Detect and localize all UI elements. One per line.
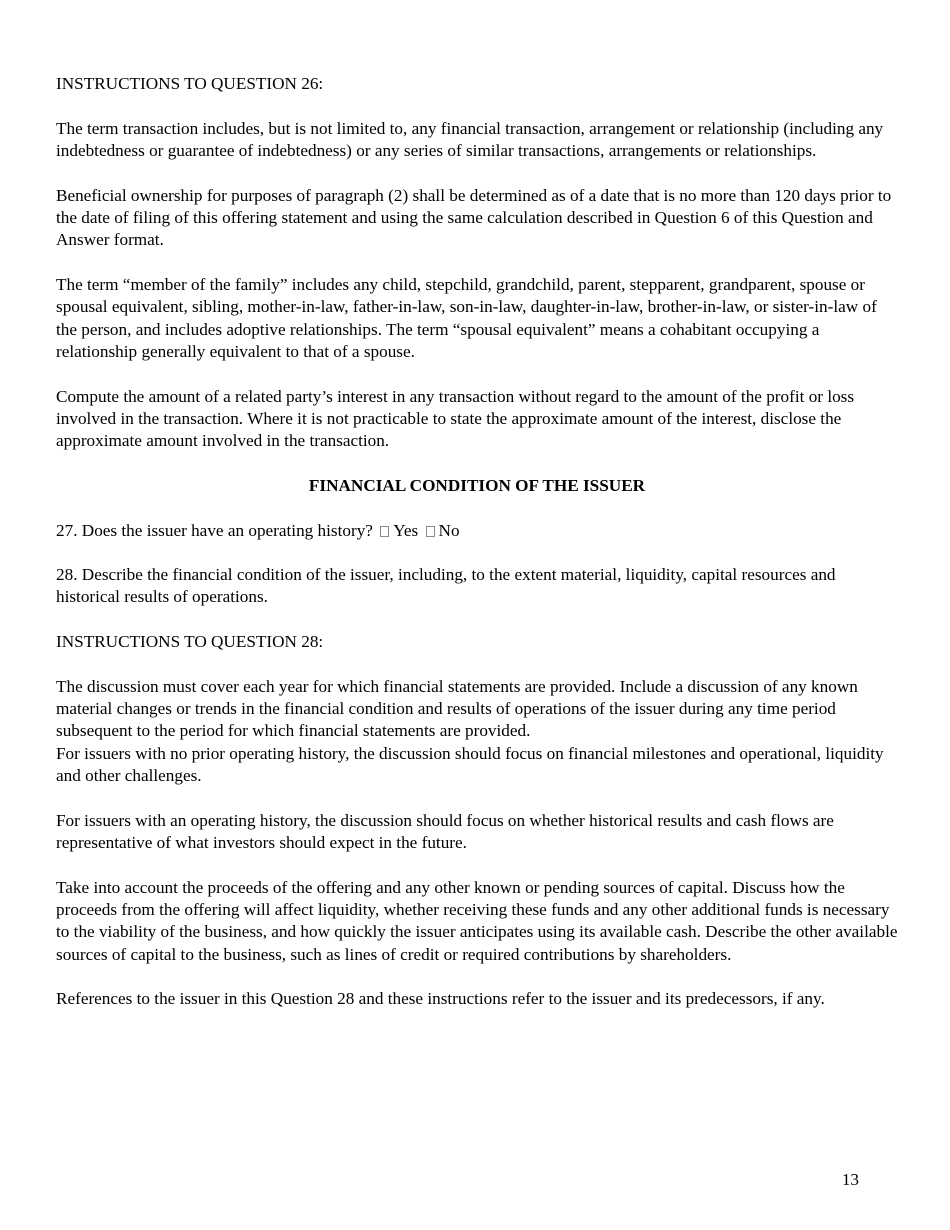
instructions-q28-paragraph-2: For issuers with no prior operating history, the discussion should focus on financial milestones and operational, liquidity and other challenges.	[56, 743, 884, 786]
question-28: 28. Describe the financial condition of the issuer, including, to the extent material, liquidity, capital resources and historical results of operations.	[56, 565, 836, 607]
instructions-q28-paragraph-4: Take into account the proceeds of the offering and any other known or pending sources of capital. Discuss how the proceeds from the offering will affect liquidity, whether receiving these funds and any other additional funds is necessary to the viability of the business, and how quickly the issuer anticipates using its available cash. Describe the other available sources of capital to the business, such as lines of credit or required contributions by shareholders.	[56, 877, 898, 964]
instructions-q28-heading: INSTRUCTIONS TO QUESTION 28:	[56, 632, 324, 652]
instructions-q28-paragraph-5: References to the issuer in this Question 28 and these instructions refer to the issuer and its predecessors, if any.	[56, 989, 825, 1009]
yes-label: Yes	[393, 520, 419, 540]
instructions-q26-paragraph-4: Compute the amount of a related party’s interest in any transaction without regard to the amount of the profit or loss involved in the transaction. Where it is not practicable to state the approximate amount of the interest, disclose the approximate amount involved in the transaction.	[56, 386, 855, 451]
instructions-q26-paragraph-3: The term “member of the family” includes any child, stepchild, grandchild, parent, stepparent, grandparent, spouse or spousal equivalent, sibling, mother-in-law, father-in-law, son-in-law, daughter-in-law, brother-in-law, or sister-in-law of the person, and includes adoptive relationships. The term “spousal equivalent” means a cohabitant occupying a relationship generally equivalent to that of a spouse.	[56, 274, 877, 361]
no-checkbox[interactable]	[426, 526, 435, 537]
instructions-q26-heading: INSTRUCTIONS TO QUESTION 26:	[56, 74, 324, 93]
question-27-text: 27. Does the issuer have an operating history?	[56, 520, 373, 540]
instructions-q26-paragraph-2: Beneficial ownership for purposes of paragraph (2) shall be determined as of a date that is no more than 120 days prior to the date of filing of this offering statement and using the same calculation described in Question 6 of this Question and Answer format.	[56, 185, 892, 250]
question-27	[56, 520, 898, 542]
instructions-q28-paragraph-1: The discussion must cover each year for which financial statements are provided. Include a discussion of any known material changes or trends in the financial condition and results of operations of the issuer during any time period subsequent to the period for which financial statements are provided.	[56, 676, 858, 741]
no-label: No	[438, 520, 460, 540]
section-heading: FINANCIAL CONDITION OF THE ISSUER	[308, 475, 646, 495]
instructions-q28-paragraph-3: For issuers with an operating history, the discussion should focus on whether historical results and cash flows are representative of what investors should expect in the future.	[56, 810, 834, 853]
document-page	[56, 73, 898, 1033]
instructions-q26-paragraph-1: The term transaction includes, but is not limited to, any financial transaction, arrangement or relationship (including any indebtedness or guarantee of indebtedness) or any series of similar transactions, arrangements or relationships.	[56, 118, 884, 160]
yes-checkbox[interactable]	[380, 526, 389, 537]
page-number: 13	[841, 1170, 859, 1189]
